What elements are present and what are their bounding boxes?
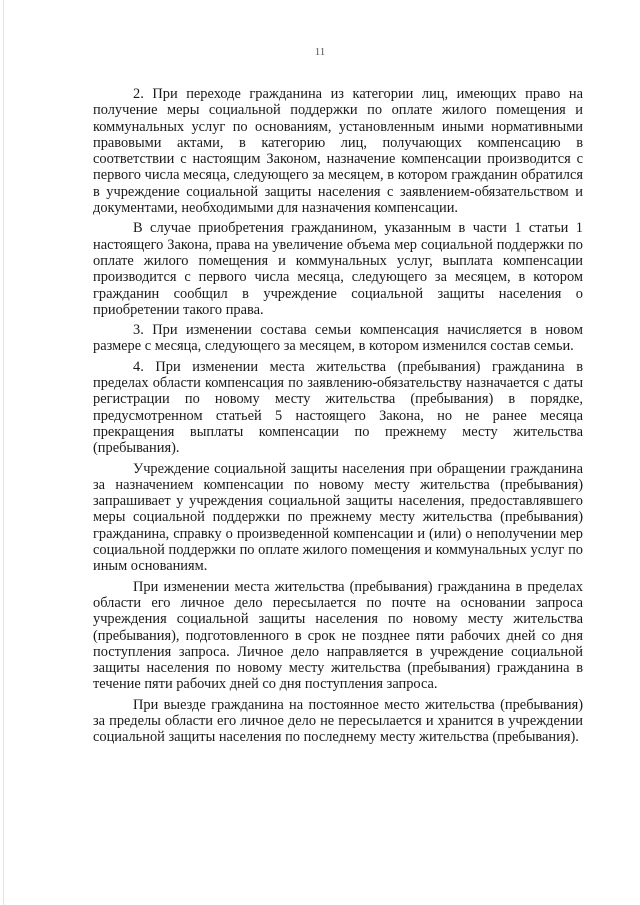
paragraph-leaving-region: При выезде гражданина на постоянное место жительства (пребывания) за пределы области его личное дело не пересылается и хранится в учреждении социальной защиты населения по последнему месту жительства (пребывания). — [93, 696, 583, 746]
paragraph-agency-request: Учреждение социальной защиты населения при обращении гражданина за назначением компенсации по новому месту жительства (пребывания) запрашивает у учреждения социальной защиты населения, предоставлявшего меры социальной поддержки по прежнему месту жительства (пребывания) гражданина, справку о произведенной компенсации и (или) о неполучении мер социальной поддержки по оплате жилого помещения и коммунальных услуг по иным основаниям. — [93, 460, 583, 575]
paragraph-increase-rights: В случае приобретения гражданином, указанным в части 1 статьи 1 настоящего Закона, права на увеличение объема мер социальной поддержки по оплате жилого помещения и коммунальных услуг, выплата компенсации производится с первого числа месяца, следующего за месяцем, в котором гражданин сообщил в учреждение социальной защиты населения о приобретении такого права. — [93, 220, 583, 318]
document-body — [93, 86, 583, 750]
paragraph-2-transition: 2. При переходе гражданина из категории лиц, имеющих право на получение меры социальной поддержки по оплате жилого помещения и коммунальных услуг по основаниям, установленным иными нормативными правовыми актами, в категорию лиц, получающих компенсацию в соответствии с настоящим Законом, назначение компенсации производится с первого числа месяца, следующего за месяцем, в котором гражданин обратился в учреждение социальной защиты населения с заявлением-обязательством и документами, необходимыми для назначения компенсации. — [93, 86, 583, 217]
paragraph-file-forwarding: При изменении места жительства (пребывания) гражданина в пределах области его личное дело пересылается по почте на основании запроса учреждения социальной защиты населения по новому месту жительства (пребывания), подготовленного в срок не позднее пяти рабочих дней со дня поступления запроса. Личное дело направляется в учреждение социальной защиты населения по новому месту жительства (пребывания) гражданина в течение пяти рабочих дней со дня поступления запроса. — [93, 578, 583, 693]
paragraph-4-residence-change: 4. При изменении места жительства (пребывания) гражданина в пределах области компенсация по заявлению-обязательству назначается с даты регистрации по новому месту жительства (пребывания) в порядке, предусмотренном статьей 5 настоящего Закона, но не ранее месяца прекращения выплаты компенсации по прежнему месту жительства (пребывания). — [93, 358, 583, 457]
scan-edge-line — [3, 0, 4, 905]
paragraph-3-family-change: 3. При изменении состава семьи компенсация начисляется в новом размере с месяца, следующего за месяцем, в котором изменился состав семьи. — [93, 322, 583, 355]
page-number: 11 — [314, 46, 326, 58]
